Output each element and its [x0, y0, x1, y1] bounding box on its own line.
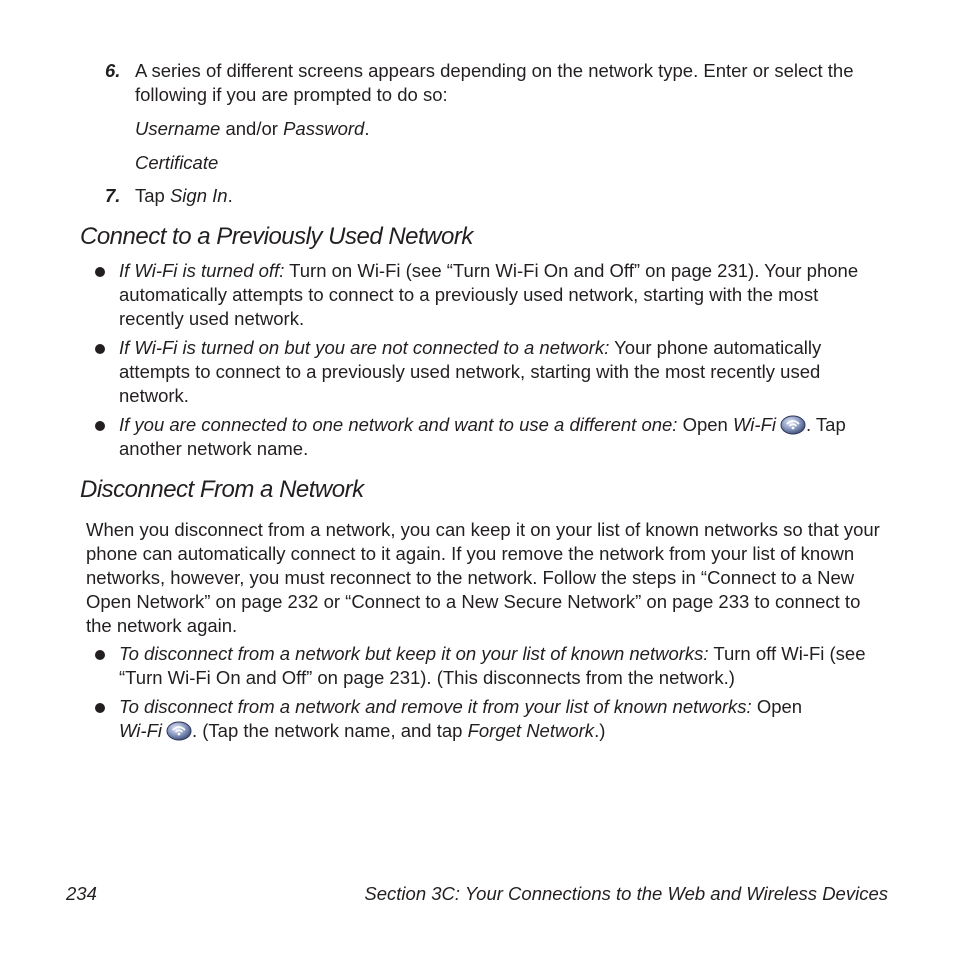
section-heading-connect-previous: Connect to a Previously Used Network	[80, 223, 473, 250]
sign-in-label: Sign In	[169, 185, 228, 206]
list-item	[95, 642, 885, 690]
list-item-text	[119, 413, 885, 461]
step-text	[135, 184, 895, 208]
sub-item-credentials	[135, 117, 369, 141]
bullet-dot	[95, 344, 105, 354]
list-item	[95, 695, 885, 743]
forget-network-label: Forget Network	[467, 720, 595, 741]
wifi-app-icon	[166, 721, 192, 741]
bullet-text: Open	[751, 696, 803, 717]
section-heading-disconnect: Disconnect From a Network	[80, 476, 364, 503]
bullet-text: Turn off Wi-Fi (see “Turn Wi-Fi On and Off” on page 231). (This disconnects from the network.)	[119, 643, 866, 688]
list-item-text	[119, 695, 885, 743]
bullet-text: Your phone automatically attempts to connect to a previously used network, starting with the most recently used network.	[119, 337, 822, 406]
step-6	[105, 59, 895, 107]
bullet-dot	[95, 703, 105, 713]
step-number: 7.	[105, 185, 121, 206]
wifi-label: Wi-Fi	[119, 720, 162, 741]
step-text: A series of different screens appears depending on the network type. Enter or select the following if you are prompted to do so:	[135, 60, 854, 105]
username-label: Username	[135, 118, 221, 139]
bullet-text: Open	[677, 414, 733, 435]
list-item-text	[119, 336, 885, 408]
bullet-emph: To disconnect from a network but keep it on your list of known networks:	[119, 643, 709, 664]
bullet-dot	[95, 267, 105, 277]
andor-text: and/or	[220, 118, 284, 139]
bullet-text: . Tap another network name.	[119, 414, 846, 459]
list-item	[95, 413, 885, 461]
certificate-label: Certificate	[135, 152, 219, 173]
list-item-text	[119, 642, 885, 690]
list-item	[95, 336, 885, 408]
bullet-dot	[95, 421, 105, 431]
footer-section-title: Section 3C: Your Connections to the Web and Wireless Devices	[364, 883, 888, 904]
list-item	[95, 259, 885, 331]
sub-item-certificate	[135, 151, 218, 175]
tap-text: Tap	[135, 185, 170, 206]
bullet-text: . (Tap the network name, and tap	[191, 720, 468, 741]
wifi-app-icon	[780, 415, 806, 435]
period-text: .	[227, 185, 233, 206]
bullet-dot	[95, 650, 105, 660]
bullet-emph: To disconnect from a network and remove it from your list of known networks:	[119, 696, 752, 717]
bullet-text: Turn on Wi-Fi (see “Turn Wi-Fi On and Off” on page 231). Your phone automatically attempts to connect to a previously used network, starting with the most recently used network.	[119, 260, 859, 329]
bullet-emph: If Wi-Fi is turned off:	[119, 260, 285, 281]
list-item-text	[119, 259, 885, 331]
page-number: 234	[66, 883, 97, 904]
body-paragraph: When you disconnect from a network, you can keep it on your list of known networks so that your phone can automatically connect to it again. If you remove the network from your list of known networks, however, you must reconnect to the network. Follow the steps in “Connect to a New Open Network” on page 232 or “Connect to a New Secure Network” on page 233 to connect to the network again.	[86, 519, 880, 636]
step-number: 6.	[105, 60, 121, 81]
step-7	[105, 184, 895, 208]
period-text: .	[364, 118, 370, 139]
bullet-emph: If you are connected to one network and want to use a different one:	[119, 414, 678, 435]
wifi-label: Wi-Fi	[733, 414, 776, 435]
bullet-text: .)	[594, 720, 606, 741]
bullet-emph: If Wi-Fi is turned on but you are not connected to a network:	[119, 337, 610, 358]
password-label: Password	[283, 118, 365, 139]
